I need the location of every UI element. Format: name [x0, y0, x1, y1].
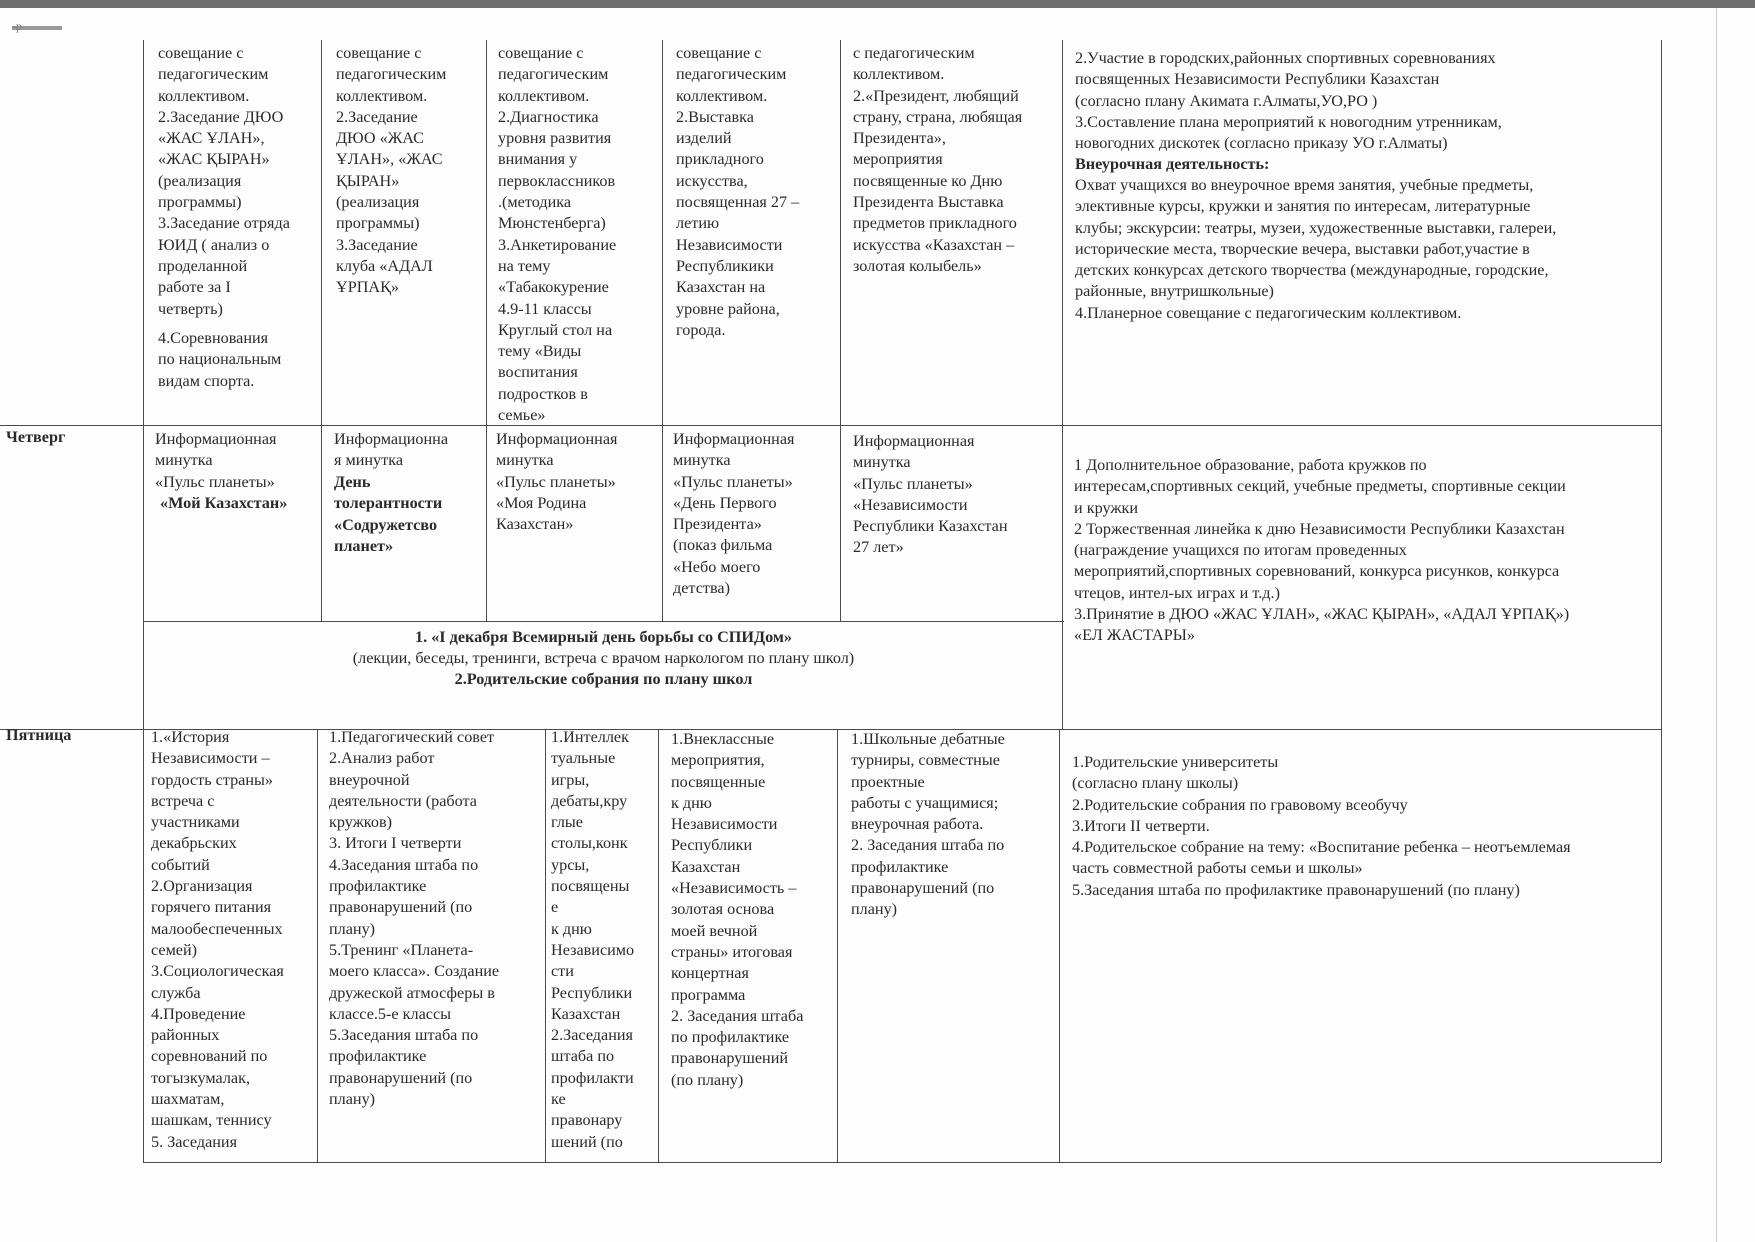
fri-grade-5-7: 1.Педагогический совет 2.Анализ работ внеурочной деятельности (работа кружков) 3. Итоги I четверти 4.Заседания штаба по профилактике правонарушений (по плану) 5.Тренинг «Планета- моего класса». Создание дружеской атмосферы в классе.5-е классы 5.Заседания штаба по профилактике правонарушений (по плану): [329, 728, 500, 1109]
col-border: [321, 40, 322, 621]
row-border-thursday: [0, 425, 1661, 426]
thu-grade-1-4-b: «Мой Казахстан»: [160, 494, 288, 512]
col-border: [545, 729, 546, 1162]
fri-grade-1-4: 1.«История Независимости – гордость страны» встреча с участниками декабрьских событий 2.Организация горячего питания малообеспеченных семей) 3.Социологическая служба 4.Проведение районных соревнований по тогызкумалак, шахматам, шашкам, теннису 5. Заседания: [151, 728, 284, 1151]
fri-extra-col: 1.Школьные дебатные турниры, совместные проектные работы с учащимися; внеурочная работа. 2. Заседания штаба по профилактике правонарушений (по плану): [851, 730, 1005, 919]
wed-grade-10-11: совещание с педагогическим коллективом. 2.Выставка изделий прикладного искусства, посвященная 27 – летию Независимости Республикики Казахстан на уровне района, города.: [676, 44, 800, 339]
col-border: [1661, 40, 1662, 1162]
thu-merged-line2: (лекции, беседы, тренинги, встреча с врачом наркологом по плану школ): [352, 649, 855, 667]
col-border: [662, 40, 663, 621]
row-border-merged: [143, 621, 1064, 622]
thu-grade-1-4-a: Информационная минутка «Пульс планеты»: [155, 430, 277, 491]
paper-edge: [1716, 8, 1717, 1242]
wed-general-part1: 2.Участие в городских,районных спортивных соревнованиях посвященных Независимости Республики Казахстан (согласно плану Акимата г.Алматы,УО,РО ) 3.Составление плана мероприятий к новогодним утренникам, новогодних дискотек (согласно приказу УО г.Алматы): [1075, 49, 1502, 153]
thu-extra-col: Информационная минутка «Пульс планеты» «Независимости Республики Казахстан 27 лет»: [853, 432, 1008, 557]
thu-grade-5-7-a: Информационна я минутка: [334, 430, 449, 470]
col-border: [1062, 40, 1063, 730]
thu-merged-line1: 1. «I декабря Всемирный день борьбы со СПИДом»: [415, 628, 792, 646]
wed-general-heading: Внеурочная деятельность:: [1075, 155, 1270, 173]
scan-top-band: [0, 0, 1755, 8]
thu-merged-line3: 2.Родительские собрания по плану школ: [454, 670, 753, 688]
col-border: [317, 729, 318, 1162]
col-border: [658, 729, 659, 1162]
thu-general: 1 Дополнительное образование, работа кружков по интересам,спортивных секций, учебные предметы, спортивные секции и кружки 2 Торжественная линейка к дню Независимости Республики Казахстан (награждение учащихся по итогам проведенных мероприятий,спортивных соревнований, конкурса рисунков, конкурса чтецов, интел-ых играх и т.д.) 3.Принятие в ДЮО «ЖАС ҰЛАН», «ЖАС ҚЫРАН», «АДАЛ ҰРПАҚ») «ЕЛ ЖАСТАРЫ»: [1074, 456, 1570, 645]
fri-grade-10-11: 1.Внеклассные мероприятия, посвященные к дню Независимости Республики Казахстан «Независимость – золотая основа моей вечной страны» итоговая концертная программа 2. Заседания штаба по профилактике правонарушений (по плану): [671, 730, 804, 1089]
thu-grade-5-7-b: День толерантности «Содружетсво планет»: [334, 473, 443, 555]
day-thursday: Четверг: [6, 428, 66, 446]
fri-general: 1.Родительские университеты (согласно плану школы) 2.Родительские собрания по гравовому всеобучу 3.Итоги II четверти. 4.Родительское собрание на тему: «Воспитание ребенка – неотъемлемая часть совместной работы семьи и школы» 5.Заседания штаба по профилактике правонарушений (по плану): [1072, 753, 1571, 899]
wed-grade-1-4: совещание с педагогическим коллективом. 2.Заседание ДЮО «ЖАС ҰЛАН», «ЖАС ҚЫРАН» (реализация программы) 3.Заседание отряда ЮИД ( анализ о проделанной работе за I четверть): [158, 44, 290, 318]
fri-grade-8-9: 1.Интеллек туальные игры, дебаты,кру глые столы,конк урсы, посвящены е к дню Независимо сти Республики Казахстан 2.Заседания штаба по профилакти ке правонару шений (по: [551, 728, 635, 1151]
col-border: [840, 40, 841, 621]
wed-grade-1-4-extra: 4.Соревнования по национальным видам спорта.: [158, 329, 282, 390]
day-friday: Пятница: [6, 726, 72, 744]
wed-general-part2: Охват учащихся во внеурочное время занятия, учебные предметы, элективные курсы, кружки и занятия по интересам, литературные клубы; экскурсии: театры, музеи, художественные выставки, галереи, исторические места, творческие вечера, выставки работ,участие в детских конкурсах детского творчества (международные, городские, районные, внутришкольные) 4.Планерное совещание с педагогическим коллективом.: [1075, 176, 1557, 322]
wed-grade-8-9: совещание с педагогическим коллективом. 2.Диагностика уровня развития внимания у первоклассников .(методика Мюнстенберга) 3.Анкетирование на тему «Табакокурение 4.9-11 классы Круглый стол на тему «Виды воспитания подростков в семье»: [498, 44, 617, 425]
col-border: [837, 729, 838, 1162]
wed-grade-5-7: совещание с педагогическим коллективом. 2.Заседание ДЮО «ЖАС ҰЛАН», «ЖАС ҚЫРАН» (реализация программы) 3.Заседание клуба «АДАЛ ҰРПАҚ»: [336, 44, 447, 297]
thu-grade-8-9: Информационная минутка «Пульс планеты» «Моя Родина Казахстан»: [496, 430, 618, 534]
col-border: [486, 40, 487, 621]
thu-grade-10-11: Информационная минутка «Пульс планеты» «День Первого Президента» (показ фильма «Небо моего детства): [673, 430, 795, 598]
page-top-fragment: -р: [12, 19, 22, 33]
col-border: [1059, 729, 1060, 1162]
row-border-bottom: [143, 1162, 1661, 1163]
col-border: [143, 40, 144, 1162]
wed-extra-col: с педагогическим коллективом. 2.«Президент, любящий страну, страна, любящая Президента», мероприятия посвященные ко Дню Президента Выставка предметов прикладного искусства «Казахстан – золотая колыбель»: [853, 44, 1023, 275]
